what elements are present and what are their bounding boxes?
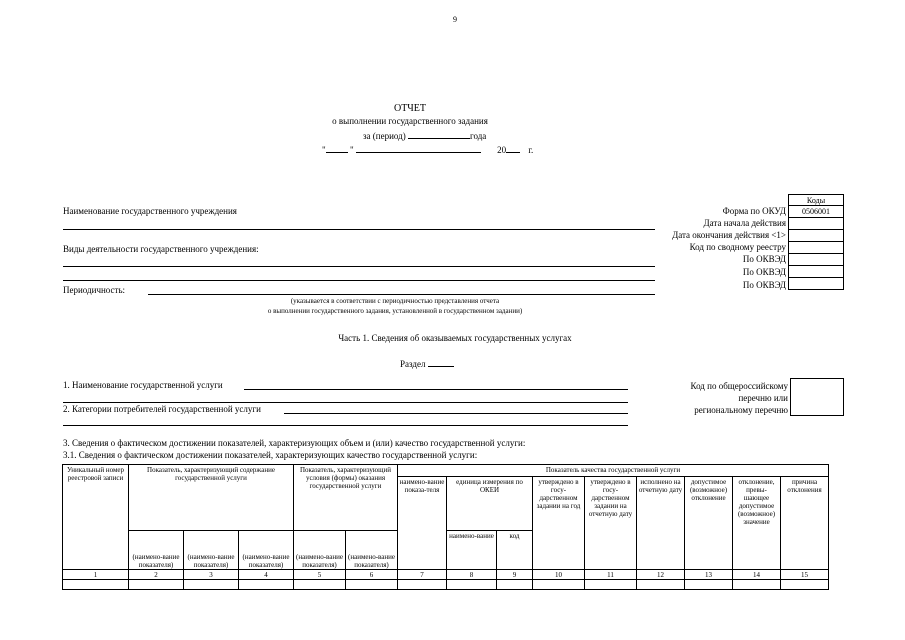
- okud-label: Форма по ОКУД: [722, 206, 786, 216]
- report-period: [363, 130, 486, 141]
- col-num-11: 11: [585, 570, 637, 580]
- sub-unit-code: код: [497, 531, 533, 570]
- header-executed: исполнено на отчетную дату: [637, 477, 685, 570]
- header-content: Показатель, характеризующий содержание государственной услуги: [129, 465, 294, 531]
- col-num-15: 15: [781, 570, 829, 580]
- month-blank: [356, 144, 481, 153]
- activity-types-label: Виды деятельности государственного учреждения:: [63, 244, 259, 254]
- sub-content-2: (наимено-вание показателя): [184, 531, 239, 570]
- year-prefix: 20: [497, 145, 507, 155]
- okved-code-2: [788, 266, 844, 278]
- year-blank: [506, 144, 520, 153]
- col-num-12: 12: [637, 570, 685, 580]
- service-name-line-2[interactable]: [63, 402, 628, 403]
- quality-table: [62, 464, 829, 590]
- col-num-6: 6: [346, 570, 398, 580]
- header-allowed: допустимое (возможное) отклонение: [685, 477, 733, 570]
- okved-label-1: По ОКВЭД: [742, 254, 786, 264]
- header-quality: Показатель качества государственной услуги: [398, 465, 829, 477]
- section-text: Раздел: [400, 359, 426, 369]
- sub-conditions-2: (наимено-вание показателя): [346, 531, 398, 570]
- report-date: [322, 144, 533, 155]
- header-approved-date: утверждено в госу-дарственном задании на отчетную дату: [585, 477, 637, 570]
- consumers-label: 2. Категории потребителей государственной услуги: [63, 404, 261, 414]
- part1-title: Часть 1. Сведения об оказываемых государственных услугах: [338, 333, 572, 343]
- header-registry: Уникальный номер реестровой записи: [63, 465, 129, 570]
- end-date-label: Дата окончания действия <1>: [672, 230, 786, 240]
- sub-content-1: (наимено-вание показателя): [129, 531, 184, 570]
- sub-conditions-1: (наимено-вание показателя): [294, 531, 346, 570]
- report-title: ОТЧЕТ: [393, 103, 427, 114]
- day-blank: [326, 144, 348, 153]
- date-quote-close: ": [349, 145, 354, 155]
- code-label-1: Код по общероссийскому: [690, 381, 788, 391]
- col-num-2: 2: [129, 570, 184, 580]
- year-suffix: г.: [528, 145, 534, 155]
- col-num-7: 7: [398, 570, 447, 580]
- col-num-13: 13: [685, 570, 733, 580]
- item3-text: 3. Сведения о фактическом достижении показателей, характеризующих объем и (или) качество государственной услуги:: [63, 438, 526, 448]
- header-deviation: отклонение, превы-шающее допустимое (возможное) значение: [733, 477, 781, 570]
- header-conditions: Показатель, характеризующий условия (формы) оказания государственной услуги: [294, 465, 398, 531]
- sub-unit-name: наимено-вание: [447, 531, 497, 570]
- period-prefix: за (период): [363, 131, 406, 141]
- column-numbers-row: [63, 570, 829, 580]
- okud-code: 0506001: [788, 206, 844, 218]
- registry-label: Код по сводному реестру: [689, 242, 786, 252]
- consumers-line[interactable]: [284, 413, 628, 414]
- service-code-box[interactable]: [790, 378, 844, 416]
- header-indicator-name: наимено-вание показа-теля: [398, 477, 447, 570]
- col-num-10: 10: [533, 570, 585, 580]
- date-quote-open: ": [322, 145, 326, 155]
- header-reason: причина отклонения: [781, 477, 829, 570]
- header-approved-year: утверждено в госу-дарственном задании на год: [533, 477, 585, 570]
- report-subtitle: о выполнении государственного задания: [332, 116, 488, 126]
- start-date-code: [788, 218, 844, 230]
- registry-code: [788, 242, 844, 254]
- activity-line-2[interactable]: [63, 280, 655, 281]
- periodicity-line[interactable]: [148, 294, 655, 295]
- section-blank: [428, 358, 454, 367]
- table-row[interactable]: [63, 580, 829, 590]
- periodicity-note-1: (указывается в соответствии с периодичностью представления отчета: [290, 297, 500, 305]
- period-blank: [408, 130, 470, 139]
- institution-name-line[interactable]: [63, 229, 655, 230]
- code-label-2: перечню или: [738, 393, 788, 403]
- periodicity-note-2: о выполнении государственного задания, установленной в государственном задании): [267, 307, 523, 315]
- col-num-9: 9: [497, 570, 533, 580]
- codes-header: Коды: [788, 194, 844, 206]
- service-name-label: 1. Наименование государственной услуги: [63, 380, 223, 390]
- okved-label-3: По ОКВЭД: [742, 280, 786, 290]
- periodicity-label: Периодичность:: [63, 285, 126, 295]
- col-num-8: 8: [447, 570, 497, 580]
- service-name-line[interactable]: [244, 389, 628, 390]
- page-number: 9: [453, 15, 457, 24]
- header-unit: единица измерения по ОКЕИ: [447, 477, 533, 531]
- col-num-1: 1: [63, 570, 129, 580]
- col-num-3: 3: [184, 570, 239, 580]
- col-num-4: 4: [239, 570, 294, 580]
- code-label-3: региональному перечню: [694, 405, 788, 415]
- consumers-line-2[interactable]: [63, 425, 628, 426]
- col-num-14: 14: [733, 570, 781, 580]
- start-date-label: Дата начала действия: [703, 218, 786, 228]
- activity-line-1[interactable]: [63, 266, 655, 267]
- period-suffix: года: [470, 131, 487, 141]
- okved-code-1: [788, 254, 844, 266]
- col-num-5: 5: [294, 570, 346, 580]
- item31-text: 3.1. Сведения о фактическом достижении показателей, характеризующих качество государственной услуги:: [63, 450, 478, 460]
- end-date-code: [788, 230, 844, 242]
- sub-content-3: (наимено-вание показателя): [239, 531, 294, 570]
- institution-name-label: Наименование государственного учреждения: [63, 206, 237, 216]
- okved-label-2: По ОКВЭД: [742, 267, 786, 277]
- section-label: [400, 358, 454, 369]
- okved-code-3: [788, 278, 844, 290]
